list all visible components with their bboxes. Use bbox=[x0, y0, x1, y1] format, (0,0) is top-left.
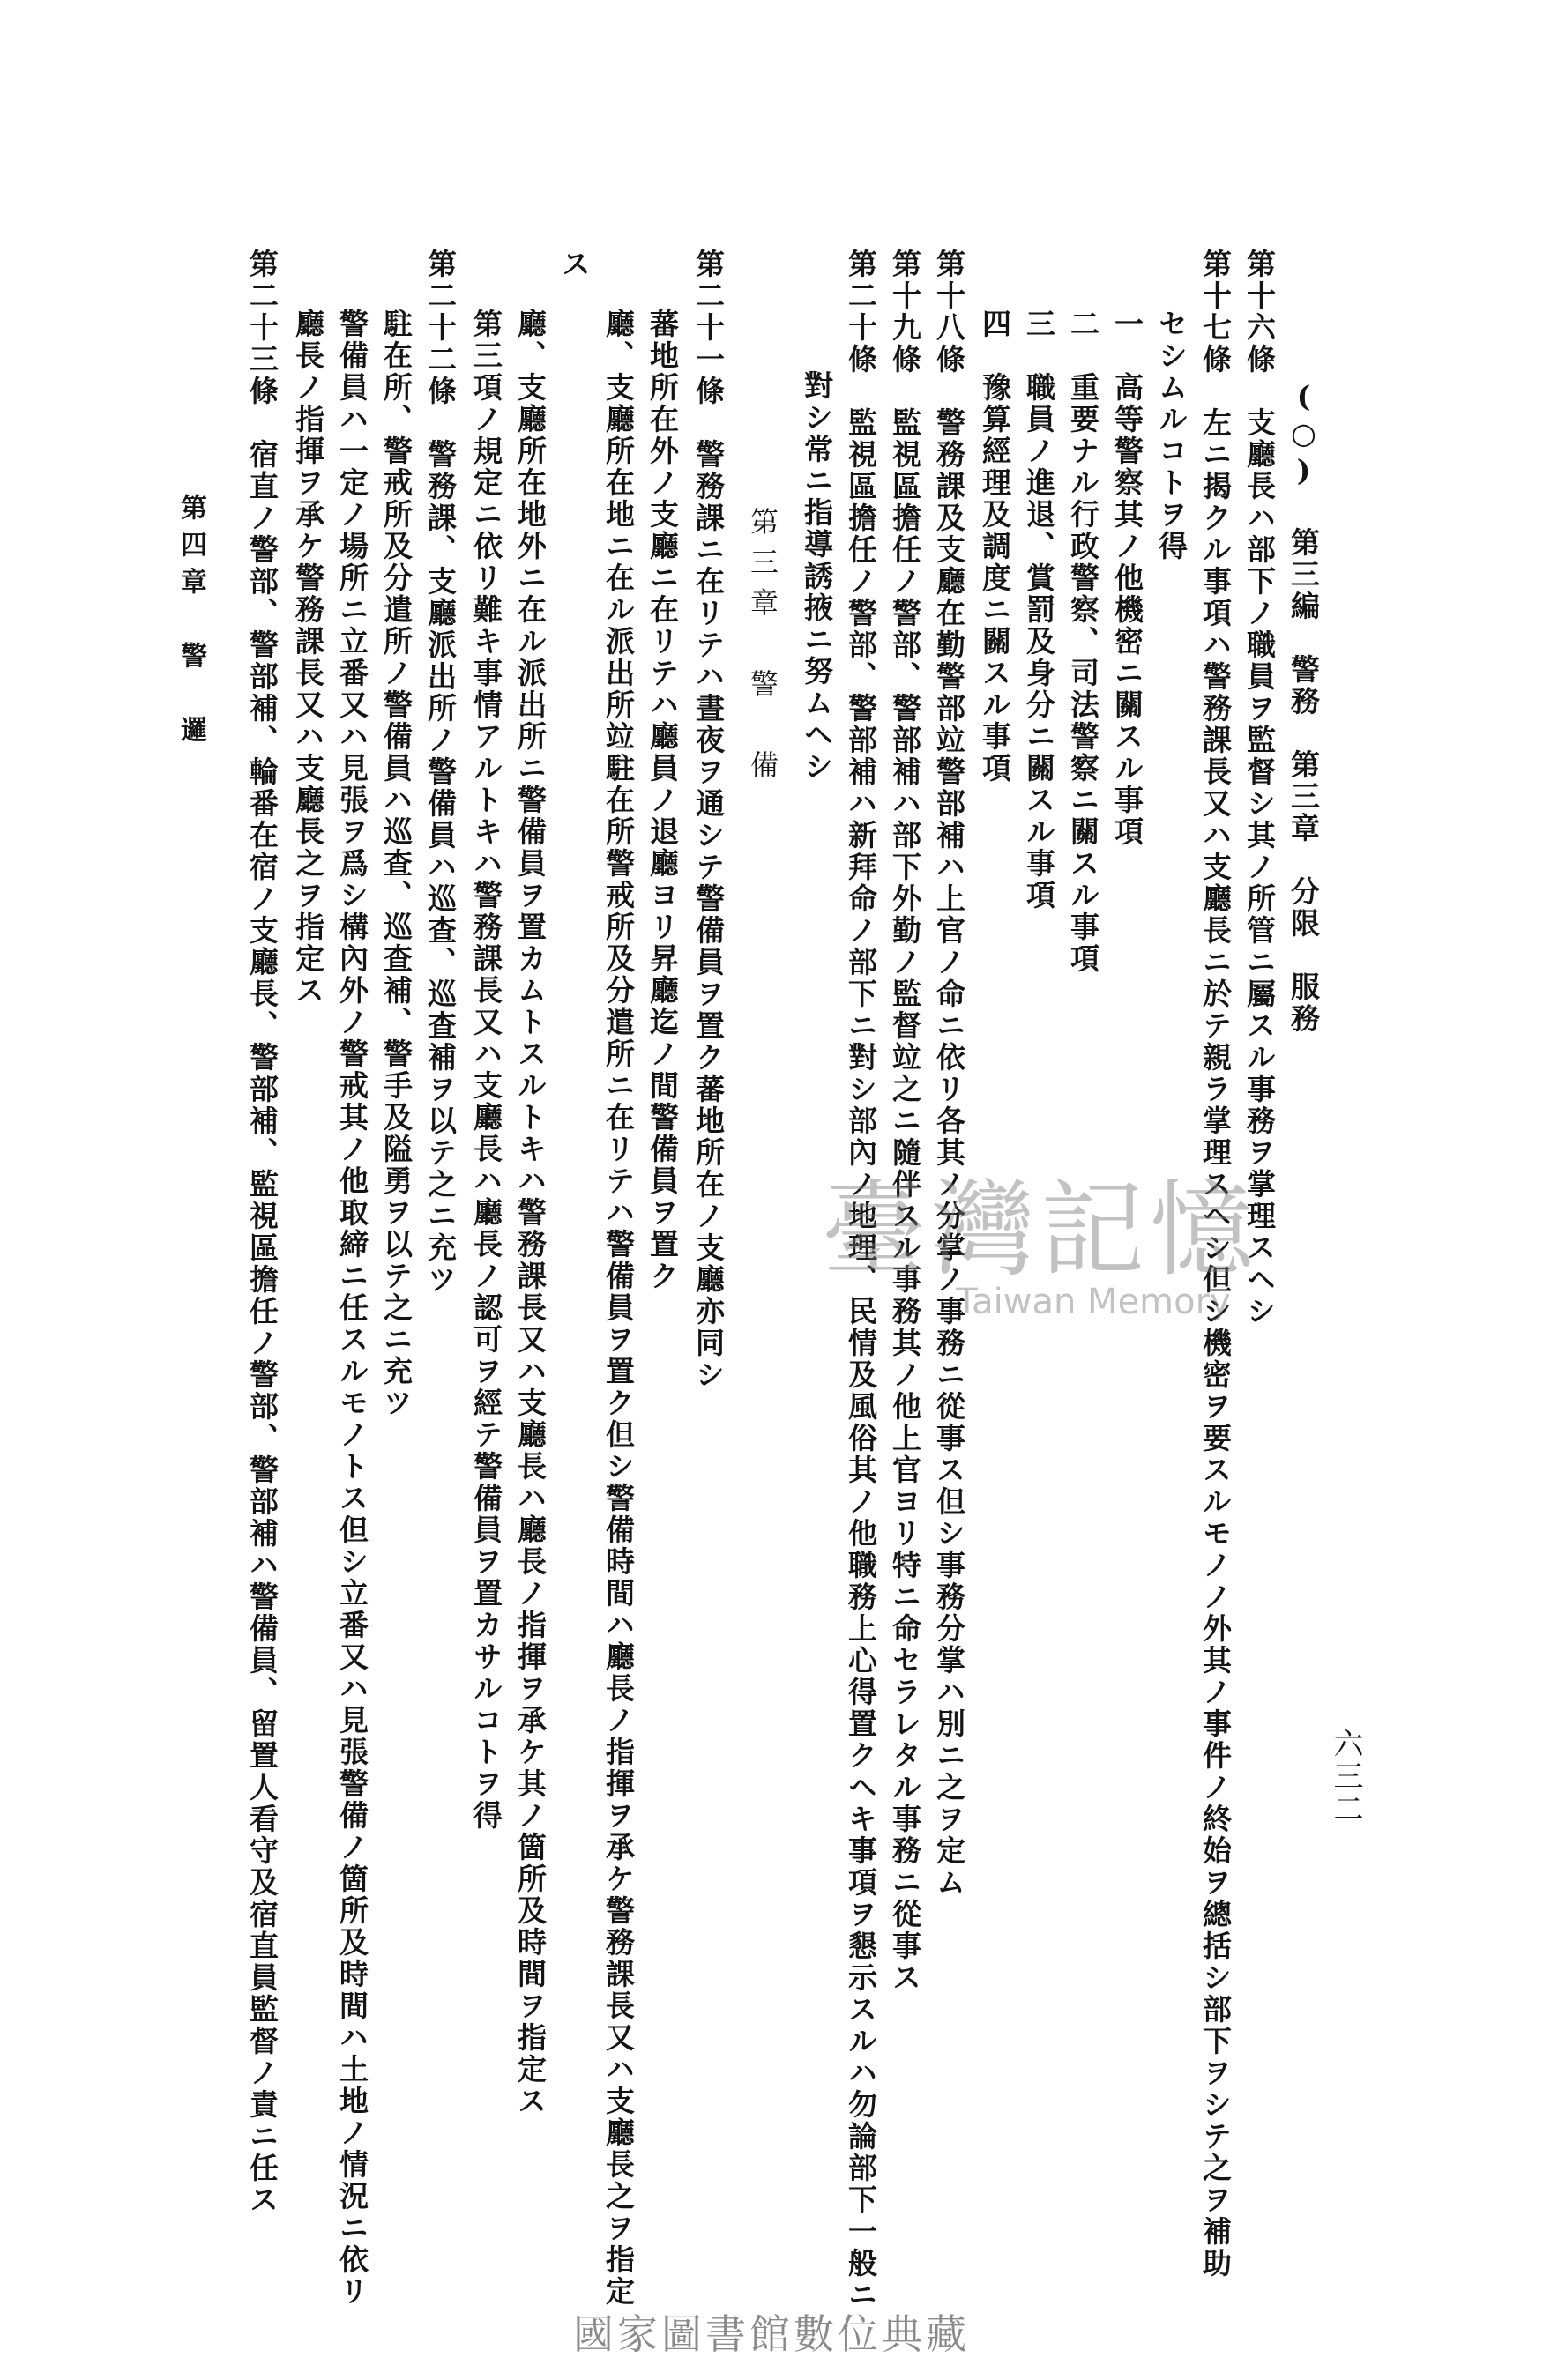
article-23: 第二十三條 宿直ノ警部、警部補、輪番在宿ノ支廳長、警部補、監視區擔任ノ警部、警部補ハ警備員、留置人看守及宿直員監督ノ責ニ任ス bbox=[245, 249, 280, 2216]
article-22-para-3-cont: 廳長ノ指揮ヲ承ケ警務課長又ハ支廳長之ヲ指定ス bbox=[291, 309, 325, 1007]
article-16: 第十六條 支廳長ハ部下ノ職員ヲ監督シ其ノ所管ニ屬スル事務ヲ掌理スヘシ bbox=[1242, 249, 1277, 1328]
chapter-4-heading: 第四章 警 邏 bbox=[175, 494, 206, 753]
article-18: 第十八條 警務課及支廳在勤警部竝警部補ハ上官ノ命ニ依リ各其ノ分掌ノ事務ニ從事ス但シ事務分掌ハ別ニ之ヲ定ム bbox=[932, 249, 966, 1899]
article-21-para-4: 廳、支廳所在地外ニ在ル派出所ニ警備員ヲ置カムトスルトキハ警務課長又ハ支廳長ハ廳長ノ指揮ヲ承ケ其ノ箇所及時間ヲ指定ス bbox=[513, 309, 548, 2117]
running-header: (○) 第三編 警務 第三章 分限 服務 bbox=[1286, 379, 1321, 1035]
article-22: 第二十二條 警務課、支廳派出所ノ警備員ハ巡查、巡查補ヲ以テ之ニ充ツ bbox=[423, 249, 458, 1296]
page-number: 六三二 bbox=[1328, 1728, 1363, 1826]
article-21-para-3-end: ス bbox=[557, 249, 592, 280]
watermark-chinese: 臺灣記憶 bbox=[821, 1169, 1259, 1290]
item-4: 四 豫算經理及調度ニ關スル事項 bbox=[978, 309, 1012, 785]
article-22-para-2: 駐在所、警戒所及分遣所ノ警備員ハ巡查、巡查補、警手及隘勇ヲ以テ之ニ充ツ bbox=[379, 309, 414, 1419]
article-17: 第十七條 左ニ揭クル事項ハ警務課長又ハ支廳長ニ於テ親ラ掌理スヘシ但シ機密ヲ要スルモノノ外其ノ事件ノ終始ヲ總括シ部下ヲシテ之ヲ補助 bbox=[1198, 249, 1233, 2280]
item-2: 二 重要ナル行政警察、司法警察ニ關スル事項 bbox=[1066, 309, 1100, 975]
watermark-english: Taiwan Memory bbox=[956, 1282, 1231, 1322]
article-19: 第十九條 監視區擔任ノ警部、警部補ハ部下外勤ノ監督竝之ニ隨伴スル事務其ノ他上官ヨリ特ニ命セラレタル事務ニ從事ス bbox=[888, 249, 922, 1994]
article-22-para-3: 警備員ハ一定ノ場所ニ立番又ハ見張ヲ爲シ構內外ノ警戒其ノ他取締ニ任スルモノトス但シ立番又ハ見張警備ノ箇所及時間ハ土地ノ情況ニ依リ bbox=[335, 309, 369, 2308]
article-20-cont: 對シ常ニ指導誘掖ニ努ムヘシ bbox=[800, 370, 834, 783]
item-1: 一 高等警察其ノ他機密ニ關スル事項 bbox=[1110, 309, 1144, 848]
collection-caption: 國家圖書館數位典藏 bbox=[573, 2310, 970, 2358]
item-3: 三 職員ノ進退、賞罰及身分ニ關スル事項 bbox=[1022, 309, 1056, 911]
article-21: 第二十一條 警務課ニ在リテハ晝夜ヲ通シテ警備員ヲ置ク蕃地所在ノ支廳亦同シ bbox=[691, 249, 726, 1391]
article-21-para-5: 第三項ノ規定ニ依リ難キ事情アルトキハ警務課長又ハ支廳長ハ廳長ノ認可ヲ經テ警備員ヲ置カサルコトヲ得 bbox=[469, 309, 503, 1832]
article-17-cont: セシムルコトヲ得 bbox=[1154, 309, 1189, 562]
article-21-para-2: 蕃地所在外ノ支廳ニ在リテハ廳員ノ退廳ヨリ昇廳迄ノ間警備員ヲ置ク bbox=[645, 309, 680, 1292]
chapter-3-heading: 第三章 警 備 bbox=[746, 507, 779, 791]
article-20: 第二十條 監視區擔任ノ警部、警部補ハ新拜命ノ部下ニ對シ部內ノ地理、民情及風俗其ノ他職務上心得置クヘキ事項ヲ懇示スルハ勿論部下一般ニ bbox=[844, 249, 878, 2311]
taiwan-memory-watermark bbox=[794, 1169, 1287, 1327]
article-21-para-3: 廳、支廳所在地ニ在ル派出所竝駐在所警戒所及分遣所ニ在リテハ警備員ヲ置ク但シ警備時間ハ廳長ノ指揮ヲ承ケ警務課長又ハ支廳長之ヲ指定 bbox=[601, 309, 636, 2308]
